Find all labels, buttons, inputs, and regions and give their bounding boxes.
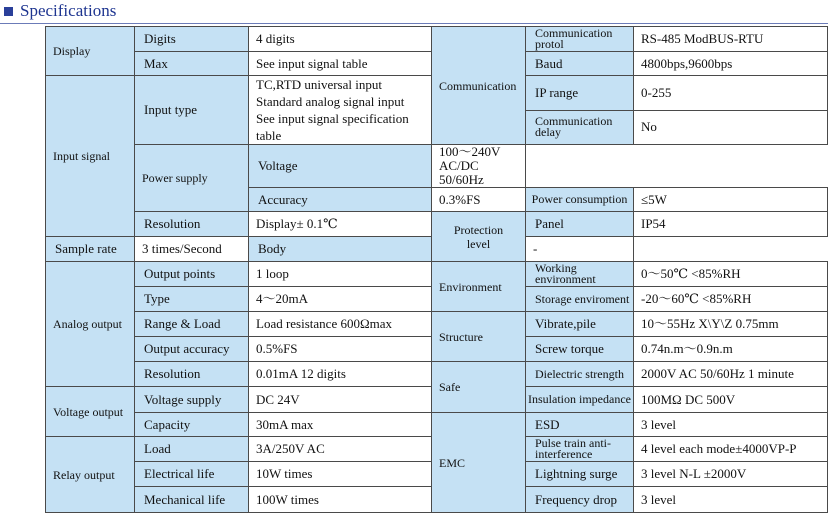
spec-name: Load <box>135 437 249 462</box>
spec-name: Output points <box>135 262 249 287</box>
spec-value: Display± 0.1℃ <box>249 212 432 237</box>
table-row <box>46 312 828 337</box>
table-row <box>46 27 828 52</box>
spec-value: DC 24V <box>249 387 432 413</box>
table-row <box>46 212 828 237</box>
spec-value: 1 loop <box>249 262 432 287</box>
category-analog-output: Analog output <box>46 262 135 387</box>
category-safe: Safe <box>432 362 526 413</box>
spec-value: - <box>526 237 634 262</box>
spec-value: 3A/250V AC <box>249 437 432 462</box>
spec-value: 100W times <box>249 487 432 513</box>
spec-name: Lightning surge <box>526 462 634 487</box>
spec-value: 3 level N-L ±2000V <box>634 462 828 487</box>
category-display: Display <box>46 27 135 76</box>
spec-value: 100～240V AC/DC 50/60Hz <box>432 145 526 188</box>
spec-value: 4 level each mode±4000VP-P <box>634 437 828 462</box>
spec-value: 4 digits <box>249 27 432 52</box>
spec-name: Capacity <box>135 413 249 437</box>
spec-name: Power consumption <box>526 188 634 212</box>
category-relay-output: Relay output <box>46 437 135 513</box>
spec-name: Resolution <box>135 212 249 237</box>
spec-name: ESD <box>526 413 634 437</box>
spec-value: 2000V AC 50/60Hz 1 minute <box>634 362 828 387</box>
spec-name: Panel <box>526 212 634 237</box>
spec-name: Dielectric strength <box>526 362 634 387</box>
category-protection-level: Protection level <box>432 212 526 262</box>
spec-name: Accuracy <box>249 188 432 212</box>
spec-name: Communication delay <box>526 110 634 145</box>
spec-value: 4～20mA <box>249 287 432 312</box>
spec-name: Screw torque <box>526 337 634 362</box>
spec-name: Resolution <box>135 362 249 387</box>
spec-value: 0.5%FS <box>249 337 432 362</box>
spec-name: Voltage supply <box>135 387 249 413</box>
spec-value: -20～60℃ <85%RH <box>634 287 828 312</box>
spec-name: Digits <box>135 27 249 52</box>
spec-value: 0.3%FS <box>432 188 526 212</box>
spec-value: 0～50℃ <85%RH <box>634 262 828 287</box>
spec-name: Range & Load <box>135 312 249 337</box>
spec-name: Max <box>135 52 249 76</box>
spec-name: Type <box>135 287 249 312</box>
spec-value: 0.01mA 12 digits <box>249 362 432 387</box>
spec-value: 100MΩ DC 500V <box>634 387 828 413</box>
category-power-supply: Power supply <box>135 145 249 212</box>
spec-name: Voltage <box>249 145 432 188</box>
spec-name: Pulse train anti-interference <box>526 437 634 462</box>
section-title: Specifications <box>20 1 117 20</box>
spec-name: Input type <box>135 76 249 145</box>
section-heading <box>4 0 116 22</box>
spec-name: Output accuracy <box>135 337 249 362</box>
spec-name: Sample rate <box>46 237 135 262</box>
spec-value-input-type: TC,RTD universal input Standard analog signal input See input signal specification table <box>249 76 432 145</box>
spec-value: 0.74n.m～0.9n.m <box>634 337 828 362</box>
spec-value: 0-255 <box>634 76 828 111</box>
spec-value: 10～55Hz X\Y\Z 0.75mm <box>634 312 828 337</box>
spec-value: 3 level <box>634 487 828 513</box>
heading-divider <box>0 23 828 24</box>
spec-value: 3 level <box>634 413 828 437</box>
spec-value: 10W times <box>249 462 432 487</box>
table-row <box>46 145 828 188</box>
table-row <box>46 262 828 287</box>
table-row <box>46 362 828 387</box>
spec-name: Working environment <box>526 262 634 287</box>
spec-value: Load resistance 600Ωmax <box>249 312 432 337</box>
spec-name: Insulation impedance <box>526 387 634 413</box>
category-emc: EMC <box>432 413 526 513</box>
spec-name: Baud <box>526 52 634 76</box>
category-communication: Communication <box>432 27 526 145</box>
spec-name: IP range <box>526 76 634 111</box>
spec-value: See input signal table <box>249 52 432 76</box>
spec-name: Storage enviroment <box>526 287 634 312</box>
spec-value: IP54 <box>634 212 828 237</box>
square-bullet-icon <box>4 7 13 16</box>
spec-name: Body <box>249 237 432 262</box>
category-structure: Structure <box>432 312 526 362</box>
category-voltage-output: Voltage output <box>46 387 135 437</box>
spec-name: Frequency drop <box>526 487 634 513</box>
category-input-signal: Input signal <box>46 76 135 237</box>
spec-value: 30mA max <box>249 413 432 437</box>
table-row <box>46 413 828 437</box>
spec-value: No <box>634 110 828 145</box>
spec-value: ≤5W <box>634 188 828 212</box>
spec-name: Electrical life <box>135 462 249 487</box>
spec-value: RS-485 ModBUS-RTU <box>634 27 828 52</box>
spec-name: Vibrate,pile <box>526 312 634 337</box>
spec-name: Mechanical life <box>135 487 249 513</box>
specifications-table <box>45 26 828 513</box>
spec-name: Communication protol <box>526 27 634 52</box>
spec-value: 4800bps,9600bps <box>634 52 828 76</box>
category-environment: Environment <box>432 262 526 312</box>
spec-value: 3 times/Second <box>135 237 249 262</box>
